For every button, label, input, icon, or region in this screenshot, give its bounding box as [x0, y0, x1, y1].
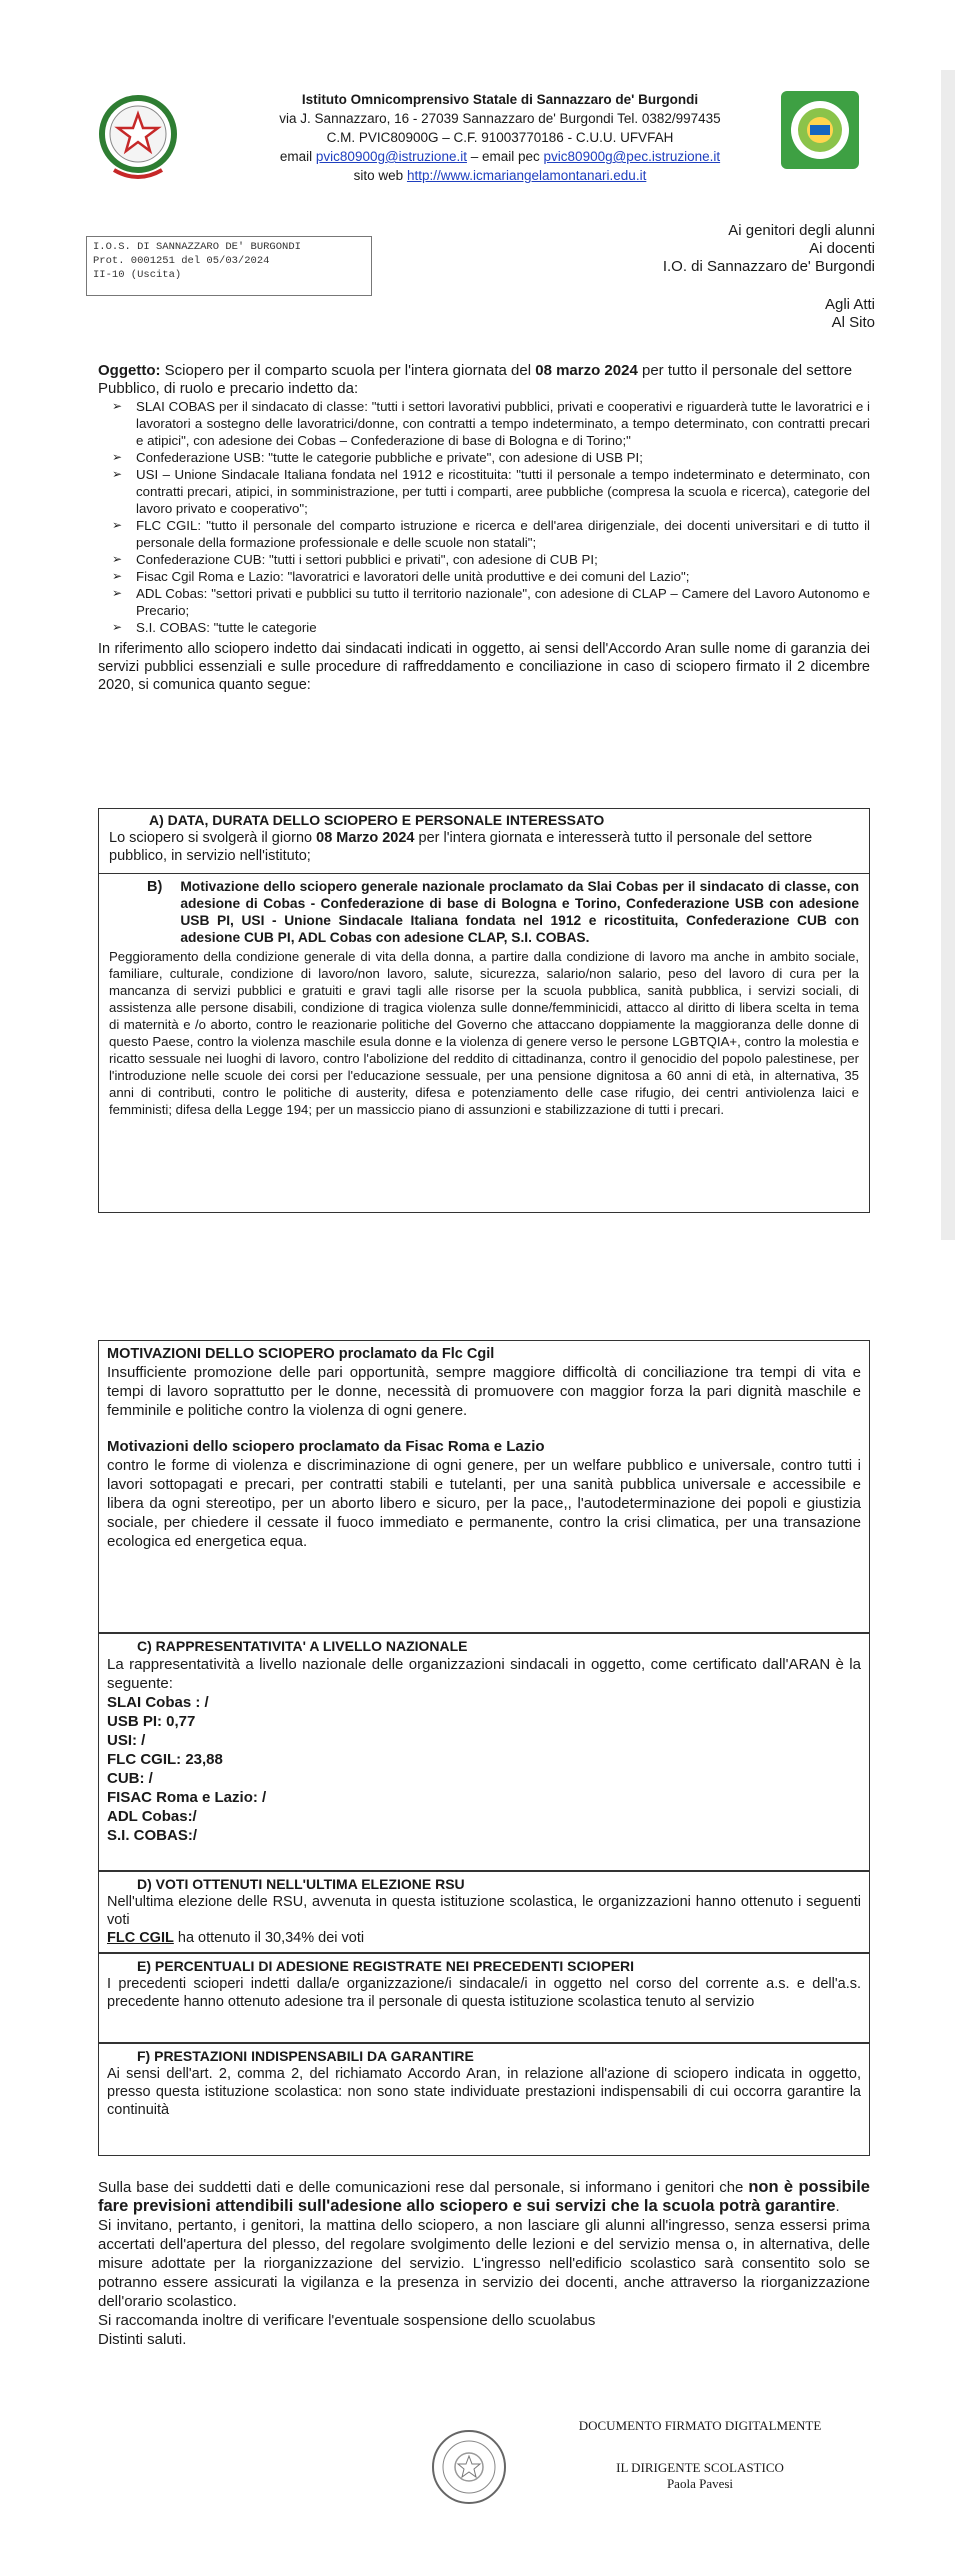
list-item: FISAC Roma e Lazio: / [107, 1789, 267, 1806]
list-item: ➢ Confederazione USB: "tutte le categorie pubbliche e private", con adesione di USB PI; [112, 449, 870, 466]
flc-title-union: proclamato da Flc Cgil [338, 1346, 495, 1362]
pec-prefix: – email pec [470, 149, 540, 164]
list-item: ➢ ADL Cobas: "settori privati e pubblici su tutto il territorio nazionale", con adesione di CLAP – Camere del Lavoro Autonomo e Precario; [112, 585, 870, 619]
closing-salutation: Distinti saluti. [98, 2331, 187, 2348]
section-c-box [98, 1632, 870, 1872]
institute-address: via J. Sannazzaro, 16 - 27039 Sannazzaro de' Burgondi Tel. 0382/997435 [279, 111, 721, 126]
flc-text: Insufficiente promozione delle pari opportunità, sempre maggiore difficoltà di conciliazione tra tempi di vita e tempi di lavoro soprattutto per le donne, necessità di promuovere con maggior forza la pari dignità maschile e femminile e politiche contro la violenza di ogni genere. [107, 1364, 861, 1419]
italian-republic-emblem-icon [98, 92, 178, 184]
list-item: USI: / [107, 1732, 146, 1749]
section-d-result: ha ottenuto il 30,34% dei voti [177, 1930, 365, 1946]
subject-text: Sciopero per il comparto scuola per l'intera giornata del [164, 362, 532, 379]
list-item: SLAI Cobas : / [107, 1694, 209, 1711]
institute-name: Istituto Omnicomprensivo Statale di Sannazzaro de' Burgondi [301, 92, 699, 107]
closing-paragraph: Si raccomanda inoltre di verificare l'eventuale sospensione dello scuolabus [98, 2312, 596, 2329]
section-f-box [98, 2042, 870, 2156]
section-a-date: 08 Marzo 2024 [316, 830, 415, 846]
recipients [495, 222, 875, 332]
letterhead [230, 90, 770, 185]
protocol-line: II-10 (Uscita) [93, 269, 182, 281]
representativeness-list [107, 1693, 861, 1845]
list-item: ADL Cobas:/ [107, 1808, 197, 1825]
section-e-box [98, 1952, 870, 2044]
section-c-title: C) RAPPRESENTATIVITA' A LIVELLO NAZIONALE [137, 1638, 468, 1654]
strike-list [98, 398, 870, 636]
list-item: ➢ SLAI COBAS per il sindacato di classe: "tutti i settori lavorativi pubblici, privati e cooperativi e riguarderà tutte le lavoratrici e i lavoratori a sostegno delle lavoratrici/donne, con contratti a tempo indeterminato, a tempo determinato, con contratti precari e atipici", con adesione dei Cobas – Confederazione di base di Bologna e di Torino;" [112, 398, 870, 449]
digital-signature-note: DOCUMENTO FIRMATO DIGITALMENTE [578, 2418, 822, 2433]
protocol-number: Prot. 0001251 del 05/03/2024 [93, 255, 270, 267]
section-c-text: La rappresentatività a livello nazionale delle organizzazioni sindacali in oggetto, come certificato dall'ARAN è la seguente: [107, 1656, 861, 1692]
institute-codes: C.M. PVIC80900G – C.F. 91003770186 - C.U.U. UFVFAH [326, 130, 674, 145]
list-item: ➢ Confederazione CUB: "tutti i settori pubblici e privati", con adesione di CUB PI; [112, 551, 870, 568]
recipient-line: I.O. di Sannazzaro de' Burgondi [662, 258, 875, 275]
signer-role: IL DIRIGENTE SCOLASTICO [616, 2460, 784, 2475]
recipient-line: Ai docenti [809, 240, 875, 257]
pec-link[interactable]: pvic80900g@pec.istruzione.it [543, 149, 721, 164]
subject-label: Oggetto: [98, 362, 161, 379]
recipient-line: Agli Atti [824, 296, 875, 313]
site-prefix: sito web [353, 168, 404, 183]
website [230, 166, 770, 185]
fisac-text: contro le forme di violenza e discriminazione di ogni genere, per un welfare pubblico e universale, contro tutti i lavori sottopagati e precari, per contratti stabili e tutelanti, per una sanità pubblica universale e accessibile e libera da ogni stereotipo, per un aborto libero e sicuro, per la pace,, l'autodeterminazione dei popoli e giustizia sociale, per chiedere il cessate il fuoco immediato e permanente, contro la crisi climatica, per una transazione ecologica ed energetica equa. [107, 1457, 861, 1550]
contact-emails [230, 147, 770, 166]
section-d-title: D) VOTI OTTENUTI NELL'ULTIMA ELEZIONE RSU [137, 1876, 465, 1892]
email-link[interactable]: pvic80900g@istruzione.it [315, 149, 467, 164]
page-scrollbar-track[interactable] [941, 70, 955, 1240]
list-item: ➢ USI – Unione Sindacale Italiana fondata nel 1912 e ricostituita: "tutti il personale a tempo indeterminato e determinato, con contratti precari, atipici, in somministrazione, per tutti i comparti, aree pubbliche (compresa la scuola e ricerca), categorie del lavoro privato e cooperativo"; [112, 466, 870, 517]
signer-name: Paola Pavesi [666, 2476, 734, 2491]
section-a-box [98, 808, 870, 874]
closing-block [98, 2178, 870, 2349]
subject-date: 08 marzo 2024 [535, 362, 638, 379]
recipient-line: Ai genitori degli alunni [728, 222, 875, 239]
email-prefix: email [279, 149, 313, 164]
list-item: ➢ Fisac Cgil Roma e Lazio: "lavoratrici e lavoratori delle unità produttive e dei comuni del Lazio"; [112, 568, 870, 585]
list-item: USB PI: 0,77 [107, 1713, 196, 1730]
section-e-title: E) PERCENTUALI DI ADESIONE REGISTRATE NEI PRECEDENTI SCIOPERI [137, 1958, 635, 1974]
subject-block [98, 362, 870, 694]
flc-title: MOTIVAZIONI DELLO SCIOPERO [107, 1346, 335, 1362]
list-item: CUB: / [107, 1770, 153, 1787]
recipient-line: Al Sito [831, 314, 875, 331]
section-f-title: F) PRESTAZIONI INDISPENSABILI DA GARANTIRE [137, 2048, 474, 2064]
section-b-title: Motivazione dello sciopero generale nazionale proclamato da Slai Cobas per il sindacato di classe, con adesione di Cobas - Confederazione di base di Bologna e Torino, Confederazione USB con adesione USB PI, USI - Unione Sindacale Italiana fondata nel 1912 e ricostituita, Confederazione CUB con adesione CUB PI, ADL Cobas con adesione CLAP, S.I. COBAS. [180, 879, 859, 945]
school-seal-icon [430, 2428, 508, 2506]
motivations-box [98, 1340, 870, 1634]
section-f-text: Ai sensi dell'art. 2, comma 2, del richiamato Accordo Aran, in relazione all'azione di sciopero indicata in oggetto, presso questa istituzione scolastica: non sono state individuate prestazioni indispensabili di cui occorra garantire la continuità [107, 2066, 861, 2118]
protocol-line: I.O.S. DI SANNAZZARO DE' BURGONDI [93, 241, 301, 253]
section-a-text: Lo sciopero si svolgerà il giorno [109, 830, 313, 846]
closing-text: . [835, 2198, 840, 2215]
list-item: S.I. COBAS:/ [107, 1827, 198, 1844]
section-d-union: FLC CGIL [107, 1930, 174, 1946]
signature-block [580, 2460, 820, 2492]
subject-text: per tutto il personale del settore Pubblico, di ruolo e precario indetto da: [98, 362, 853, 397]
closing-text: Sulla base dei suddetti dati e delle comunicazioni rese dal personale, si informano i genitori che [98, 2179, 744, 2196]
section-a-title: A) DATA, DURATA DELLO SCIOPERO E PERSONALE INTERESSATO [149, 812, 605, 828]
list-item: ➢ S.I. COBAS: "tutte le categorie [112, 619, 870, 636]
closing-paragraph: Si invitano, pertanto, i genitori, la mattina dello sciopero, a non lasciare gli alunni all'ingresso, senza essersi prima accertati dell'apertura del plesso, del regolare svolgimento delle lezioni e del servizio mensa o, in alternativa, delle misure adottate per la riorganizzazione del servizio. L'ingresso nell'edificio scolastico sarà consentito solo se potranno essere assicurati la vigilanza e la presenza in servizio dei docenti, anche attraverso la riorganizzazione dell'orario scolastico. [98, 2217, 870, 2310]
fisac-title: Motivazioni dello sciopero proclamato da Fisac Roma e Lazio [107, 1438, 545, 1455]
section-e-text: I precedenti scioperi indetti dalla/e organizzazione/i sindacale/i in oggetto nel corso del corrente a.s. e dell'a.s. precedente hanno ottenuto adesione tra il personale di questa istituzione scolastica tenuto al servizio [107, 1976, 861, 2010]
protocol-stamp [86, 236, 372, 296]
section-b-box [98, 873, 870, 1213]
section-a-text: per l'intera giornata e interesserà tutto il personale del settore pubblico, in servizio nell'istituto; [109, 830, 813, 864]
section-b-letter: B) [147, 879, 163, 895]
intro-paragraph: In riferimento allo sciopero indetto dai sindacati indicati in oggetto, ai sensi dell'Accordo Aran sulle nome di garanzia dei servizi pubblici essenziali e sulle procedure di raffreddamento e conciliazione in caso di sciopero firmato il 2 dicembre 2020, si comunica quanto segue: [98, 641, 870, 693]
school-logo-icon [780, 90, 860, 170]
list-item: ➢ FLC CGIL: "tutto il personale del comparto istruzione e ricerca e dell'area dirigenziale, dei docenti universitari e di tutto il personale della formazione professionale e delle scuole non statali"; [112, 517, 870, 551]
closing-bold: non è possibile fare previsioni attendibili sull'adesione allo sciopero e sui servizi che la scuola potrà garantire [98, 2178, 870, 2215]
list-item: FLC CGIL: 23,88 [107, 1751, 223, 1768]
section-b-text: Peggioramento della condizione generale di vita della donna, a partire dalla condizione di lavoro ma anche in ambito sociale, familiare, culturale, condizione di lavoro/non lavoro, salute, sicurezza, salario/non salario, peso del lavoro di cura per la mancanza di servizi pubblici e gratuiti e gravi tagli alle risorse per la scuola pubblica, sanità pubblica, i servizi sociali, di assistenza alle persone disabili, condizione di tragica violenza sulle donne/femminicidi, attacco al diritto di libera scelta in tema di maternità e /o aborto, contro le reazionarie politiche del Governo che attaccano doppiamente la maggioranza delle donne di questo Paese, contro la violenza maschile esula donne e la violenza di genere verso le persone LGBTQIA+, contro la molestia e ricatto sessuale nei luoghi di lavoro, contro l'abolizione del reddito di cittadinanza, contro il genocidio del popolo palestinese, per l'introduzione nelle scuole dei corsi per l'educazione sessuale, per una pensione dignitosa a 60 anni di età, in alternativa, 35 anni di contributi, contro le politiche di austerity, difesa e potenziamento delle case rifugio, dei centri antiviolenza laici e femministi; difesa della Legge 194; per un massiccio piano di assunzioni e stabilizzazione di tutti i precari. [109, 949, 859, 1117]
website-link[interactable]: http://www.icmariangelamontanari.edu.it [406, 168, 647, 183]
section-d-text: Nell'ultima elezione delle RSU, avvenuta in questa istituzione scolastica, le organizzazioni hanno ottenuto i seguenti voti [107, 1894, 861, 1928]
section-d-box [98, 1870, 870, 1954]
